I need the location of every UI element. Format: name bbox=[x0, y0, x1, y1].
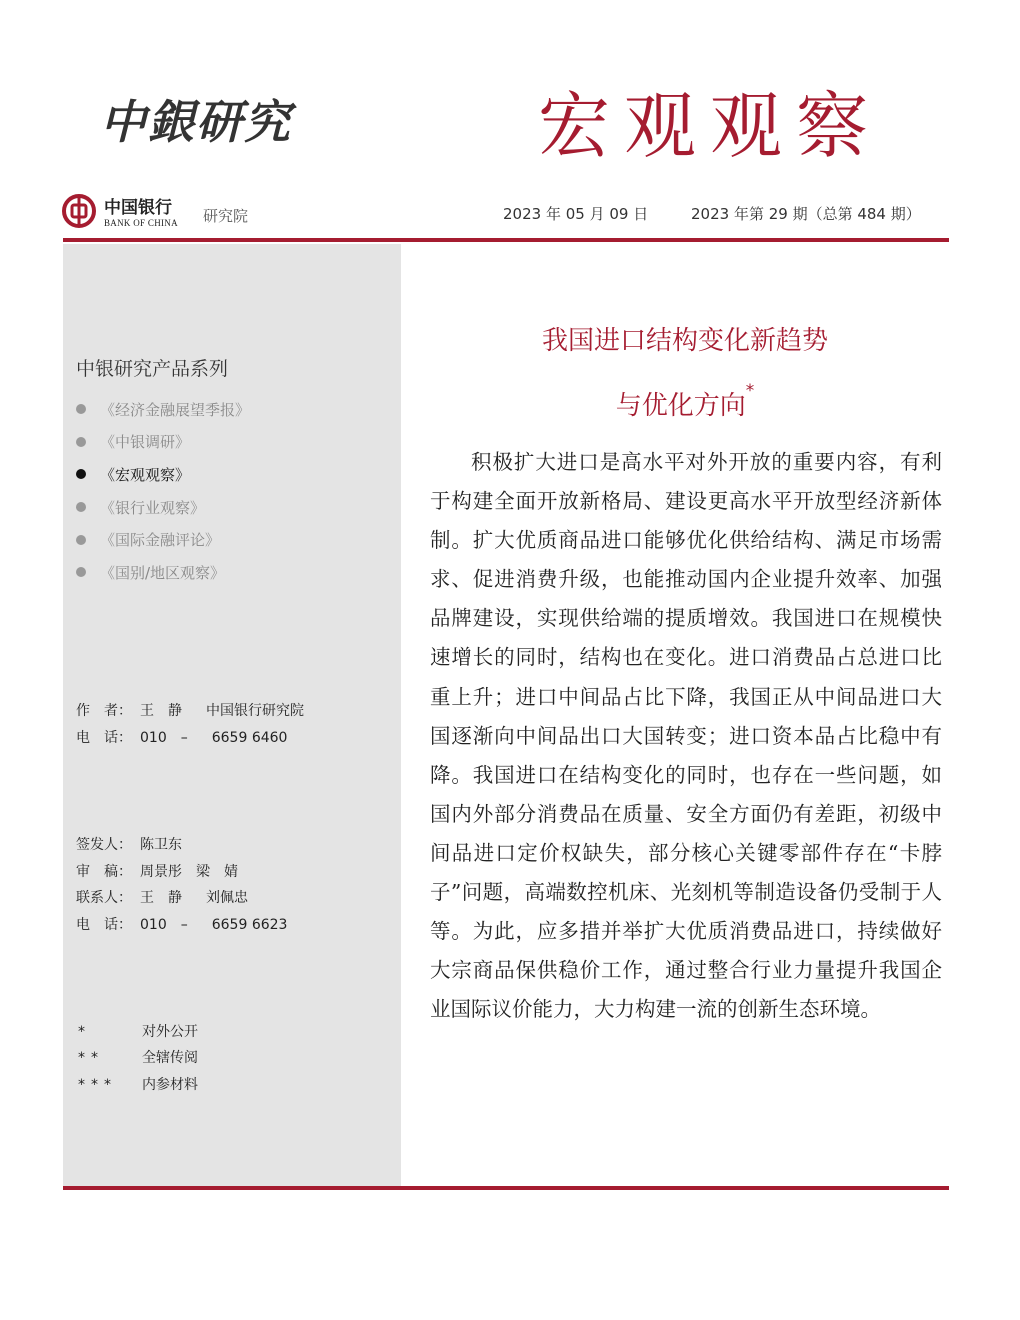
level-label: 对外公开 bbox=[142, 1024, 198, 1040]
calligraphy-logo: 中銀研究 bbox=[100, 95, 292, 149]
signer-name: 陈卫东 bbox=[140, 837, 182, 853]
contact-label: 联系人： bbox=[76, 890, 132, 906]
bank-name-en: BANK OF CHINA bbox=[104, 218, 178, 228]
level-label: 全辖传阅 bbox=[142, 1050, 198, 1066]
reviewer-label: 审 稿： bbox=[76, 864, 132, 880]
series-item-active bbox=[76, 458, 250, 491]
bullet-icon bbox=[76, 404, 86, 414]
article-title-line-2 bbox=[402, 381, 968, 422]
series-item-label: 《国别/地区观察》 bbox=[100, 563, 226, 582]
signer-line bbox=[76, 834, 182, 854]
footer-divider bbox=[63, 1186, 949, 1190]
series-title: 中银研究产品系列 bbox=[76, 358, 229, 380]
author-name: 王 静 bbox=[140, 703, 182, 719]
bullet-icon bbox=[76, 567, 86, 577]
issue-number: 2023 年第 29 期（总第 484 期） bbox=[691, 205, 921, 223]
series-item bbox=[76, 556, 250, 589]
contact-line bbox=[76, 887, 248, 907]
series-item bbox=[76, 426, 250, 459]
footnote-mark: * bbox=[745, 381, 755, 401]
author-phone-line bbox=[76, 727, 287, 747]
phone-prefix: 010 – bbox=[140, 730, 188, 746]
phone-label: 电 话： bbox=[76, 917, 132, 933]
bank-of-china-logo-icon bbox=[62, 194, 96, 228]
publication-date: 2023 年 05 月 09 日 bbox=[503, 205, 649, 223]
phone-prefix: 010 – bbox=[140, 917, 188, 933]
level-label: 内参材料 bbox=[142, 1077, 198, 1093]
level-stars: *** bbox=[78, 1077, 117, 1093]
access-level-internal bbox=[78, 1047, 198, 1067]
contact-name: 王 静 bbox=[140, 890, 182, 906]
bank-name-cn: 中国银行 bbox=[104, 198, 172, 218]
bullet-icon bbox=[76, 469, 86, 479]
access-level-public bbox=[78, 1021, 198, 1041]
series-list bbox=[76, 393, 250, 589]
author-label: 作 者： bbox=[76, 703, 132, 719]
series-item-label: 《中银调研》 bbox=[100, 433, 191, 452]
article-abstract: 积极扩大进口是高水平对外开放的重要内容，有利于构建全面开放新格局、建设更高水平开放型经济新体制。扩大优质商品进口能够优化供给结构、满足市场需求、促进消费升级，也能推动国内企业提升效率、加强品牌建设，实现供给端的提质增效。我国进口在规模快速增长的同时，结构也在变化。进口消费品占总进口比重上升；进口中间品占比下降，我国正从中间品进口大国逐渐向中间品出口大国转变；进口资本品占比稳中有降。我国进口在结构变化的同时，也存在一些问题，如国内外部分消费品在质量、安全方面仍有差距，初级中间品进口定价权缺失，部分核心关键零部件存在“卡脖子”问题，高端数控机床、光刻机等制造设备仍受制于人等。为此，应多措并举扩大优质消费品进口，持续做好大宗商品保供稳价工作，通过整合行业力量提升我国企业国际议价能力，大力构建一流的创新生态环境。 bbox=[430, 450, 942, 1022]
article-title-line-1: 我国进口结构变化新趋势 bbox=[541, 326, 828, 356]
series-item bbox=[76, 523, 250, 556]
reviewer-line bbox=[76, 861, 238, 881]
series-item-label: 《经济金融展望季报》 bbox=[100, 400, 251, 419]
series-item-label: 《国际金融评论》 bbox=[100, 531, 221, 550]
phone-number: 6659 6460 bbox=[211, 730, 288, 746]
article-title-text: 与优化方向 bbox=[615, 391, 746, 421]
bullet-icon bbox=[76, 535, 86, 545]
signer-label: 签发人： bbox=[76, 837, 132, 853]
series-item-label: 《宏观观察》 bbox=[100, 465, 191, 484]
level-stars: ** bbox=[78, 1050, 104, 1066]
author-org: 中国银行研究院 bbox=[206, 703, 304, 719]
access-level-restricted bbox=[78, 1074, 198, 1094]
publication-title: 宏观观察 bbox=[538, 84, 883, 168]
bullet-icon bbox=[76, 502, 86, 512]
contact-phone-line bbox=[76, 914, 287, 934]
institute-label: 研究院 bbox=[203, 207, 249, 225]
phone-label: 电 话： bbox=[76, 730, 132, 746]
header-divider bbox=[63, 238, 949, 242]
series-item bbox=[76, 393, 250, 426]
series-item-label: 《银行业观察》 bbox=[100, 498, 206, 517]
contact-name-2: 刘佩忠 bbox=[206, 890, 248, 906]
level-stars: * bbox=[78, 1024, 91, 1040]
bullet-icon bbox=[76, 437, 86, 447]
author-line bbox=[76, 700, 304, 720]
phone-number: 6659 6623 bbox=[211, 917, 288, 933]
reviewer-names: 周景彤 梁 婧 bbox=[140, 864, 238, 880]
series-item bbox=[76, 491, 250, 524]
